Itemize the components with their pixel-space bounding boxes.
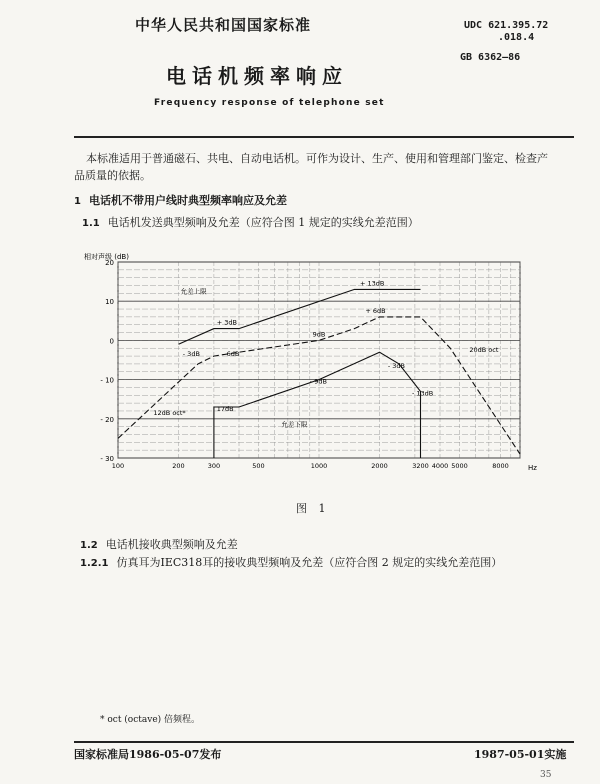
annotation-label: - 13dB <box>411 389 434 398</box>
x-tick-label: 100 <box>111 462 125 470</box>
annotation-label: + 3dB <box>216 318 237 327</box>
intro-paragraph-line2: 品质量的依据。 <box>74 169 151 182</box>
annotation-label: - 3dB <box>387 361 405 370</box>
udc-code: UDC 621.395.72 <box>464 20 549 31</box>
annotation-label: 12dB oct* <box>153 408 186 417</box>
gb-number: GB 6362—86 <box>460 52 521 63</box>
section-text: 仿真耳为IEC318耳的接收典型频响及允差（应符合图 2 规定的实线允差范围） <box>116 556 503 569</box>
x-tick-label: 200 <box>172 462 185 470</box>
x-tick-label: 300 <box>207 462 221 470</box>
section-number: 1.2.1 <box>80 558 109 569</box>
x-tick-label: 3200 <box>412 462 429 470</box>
x-axis-unit: Hz <box>528 464 537 472</box>
section-number: 1.1 <box>82 218 100 229</box>
x-tick-label: 8000 <box>492 462 509 470</box>
y-tick-label: - 20 <box>100 415 114 424</box>
page-number: 35 <box>540 770 552 780</box>
annotation-label: - 3dB <box>182 350 200 359</box>
section-text: 电话机发送典型频响及允差（应符合图 1 规定的实线允差范围） <box>107 216 419 229</box>
udc-code-cont: .018.4 <box>498 32 535 43</box>
y-tick-label: 10 <box>105 298 114 307</box>
section-1-2 <box>80 536 238 552</box>
figure-caption: 图 1 <box>296 502 330 515</box>
section-number: 1 <box>74 196 81 207</box>
standard-org-heading: 中华人民共和国国家标准 <box>135 16 312 34</box>
annotation-label: 17dB <box>216 404 234 413</box>
y-tick-label: - 10 <box>100 376 114 385</box>
document-title-en: Frequency response of telephone set <box>154 98 385 108</box>
annotation-label: 允差上限 <box>180 287 207 296</box>
annotation-label: + 6dB <box>365 306 386 315</box>
annotation-label: - 6dB <box>222 350 240 359</box>
x-tick-label: 500 <box>252 462 265 470</box>
annotation-label: + 13dB <box>360 279 385 288</box>
x-tick-label: 4000 <box>431 462 449 470</box>
annotation-label: 允差下限 <box>281 420 308 429</box>
x-tick-label: 1000 <box>310 462 328 470</box>
section-text: 电话机接收典型频响及允差 <box>105 538 238 551</box>
y-tick-label: 20 <box>105 259 114 267</box>
x-tick-label: 2000 <box>371 462 388 470</box>
annotation-label: - 9dB <box>309 377 327 386</box>
section-1-2-1 <box>80 554 502 570</box>
issue-date: 国家标准局1986-05-07发布 <box>74 748 222 761</box>
footer-rule <box>74 741 574 743</box>
x-tick-label: 5000 <box>451 462 468 470</box>
y-tick-label: 0 <box>109 337 114 346</box>
section-number: 1.2 <box>80 540 98 551</box>
section-title: 电话机不带用户线时典型频率响应及允差 <box>88 194 287 207</box>
document-title-cn: 电话机频率响应 <box>166 64 348 88</box>
y-axis-label: 相对声级 (dB) <box>84 253 129 261</box>
y-tick-label: - 30 <box>100 455 114 463</box>
annotation-label: 9dB <box>312 330 326 339</box>
intro-paragraph-line1: 本标准适用于普通磁石、共电、自动电话机。可作为设计、生产、使用和管理部门鉴定、检查产 <box>86 152 548 165</box>
footnote: * oct (octave) 倍频程。 <box>100 715 201 725</box>
annotation-label: 20dB oct <box>469 346 499 355</box>
effective-date: 1987-05-01实施 <box>474 748 567 761</box>
